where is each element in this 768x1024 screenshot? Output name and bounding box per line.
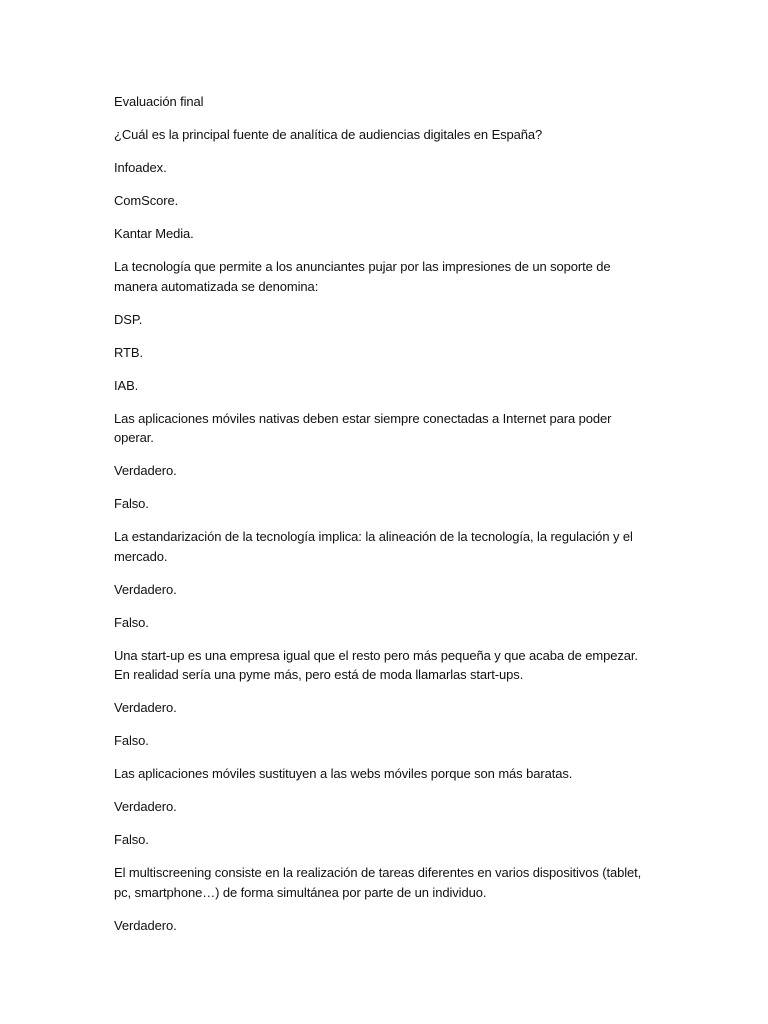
answer-option: Kantar Media. <box>114 226 194 241</box>
answer-option: Infoadex. <box>114 160 167 175</box>
question-4: La estandarización de la tecnología implica: la alineación de la tecnología, la regulación y el mercado. <box>114 529 633 564</box>
answer-option: Verdadero. <box>114 463 177 478</box>
answer-option: DSP. <box>114 311 143 327</box>
answer-option: Falso. <box>114 832 149 847</box>
answer-option: IAB. <box>114 377 139 393</box>
question-7: El multiscreening consiste en la realización de tareas diferentes en varios dispositivos (tablet, pc, smartphone…) de forma simultánea por parte de un individuo. <box>114 865 642 900</box>
question-3: Las aplicaciones móviles nativas deben estar siempre conectadas a Internet para poder operar. <box>114 410 612 445</box>
document-title: Evaluación final <box>114 94 204 109</box>
answer-option: RTB. <box>114 344 143 360</box>
answer-option: Verdadero. <box>114 917 177 933</box>
question-5: Una start-up es una empresa igual que el resto pero más pequeña y que acaba de empezar. En realidad sería una pyme más, pero está de moda llamarlas start-ups. <box>114 647 638 682</box>
answer-option: ComScore. <box>114 193 179 208</box>
answer-option: Falso. <box>114 614 149 630</box>
document-page <box>114 92 644 949</box>
answer-option: Falso. <box>114 496 149 511</box>
answer-option: Verdadero. <box>114 700 177 715</box>
question-2: La tecnología que permite a los anunciantes pujar por las impresiones de un soporte de manera automatizada se denomina: <box>114 259 611 294</box>
answer-option: Verdadero. <box>114 581 177 597</box>
question-6: Las aplicaciones móviles sustituyen a las webs móviles porque son más baratas. <box>114 766 573 781</box>
answer-option: Falso. <box>114 733 149 748</box>
question-1: ¿Cuál es la principal fuente de analítica de audiencias digitales en España? <box>114 127 543 142</box>
answer-option: Verdadero. <box>114 799 177 814</box>
